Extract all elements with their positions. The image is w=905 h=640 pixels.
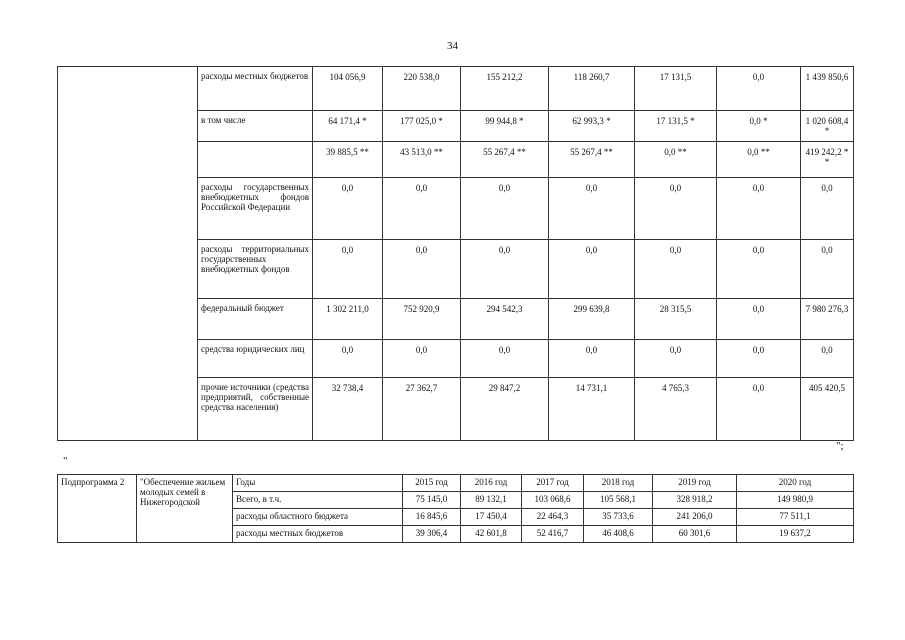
value-cell: 43 513,0 **	[383, 141, 461, 178]
value-cell: 104 056,9	[313, 67, 383, 111]
value-cell: 35 733,6	[584, 509, 653, 526]
value-cell: 105 568,1	[584, 492, 653, 509]
value-cell: 294 542,3	[461, 298, 549, 339]
value-cell: 55 267,4 **	[549, 141, 635, 178]
subprogram-title: "Обеспечение жильем молодых семей в Нижегородской	[137, 475, 233, 543]
value-cell: 0,0	[801, 339, 854, 377]
page-number: 34	[447, 40, 458, 52]
value-cell: 14 731,1	[549, 377, 635, 440]
subprogram-table	[57, 474, 854, 543]
value-cell: 0,0	[549, 239, 635, 298]
value-cell: 19 637,2	[737, 526, 854, 543]
row-label: расходы территориальных государственных внебюджетных фондов	[198, 239, 313, 298]
value-cell: 62 993,3 *	[549, 110, 635, 141]
value-cell: 0,0	[635, 239, 717, 298]
value-cell: 0,0	[383, 339, 461, 377]
value-cell: 17 450,4	[461, 509, 522, 526]
value-cell: 103 068,6	[522, 492, 584, 509]
value-cell: 46 408,6	[584, 526, 653, 543]
value-cell: 1 302 211,0	[313, 298, 383, 339]
value-cell: 0,0	[801, 239, 854, 298]
value-cell: 241 206,0	[653, 509, 737, 526]
value-cell: 1 020 608,4 *	[801, 110, 854, 141]
value-cell: 55 267,4 **	[461, 141, 549, 178]
value-cell: 39 306,4	[403, 526, 461, 543]
table-row	[58, 67, 854, 111]
value-cell: 1 439 850,6	[801, 67, 854, 111]
year-header: 2018 год	[584, 475, 653, 492]
value-cell: 0,0	[635, 178, 717, 239]
value-cell: 0,0	[313, 178, 383, 239]
value-cell: 405 420,5	[801, 377, 854, 440]
value-cell: 0,0	[383, 239, 461, 298]
value-cell: 0,0	[717, 298, 801, 339]
left-merged-cell	[58, 67, 198, 441]
value-cell: 32 738,4	[313, 377, 383, 440]
value-cell: 0,0	[313, 339, 383, 377]
value-cell: 28 315,5	[635, 298, 717, 339]
value-cell: 155 212,2	[461, 67, 549, 111]
header-label: Годы	[233, 475, 403, 492]
value-cell: 0,0	[461, 178, 549, 239]
value-cell: 0,0	[549, 339, 635, 377]
year-header: 2019 год	[653, 475, 737, 492]
value-cell: 42 601,8	[461, 526, 522, 543]
value-cell: 27 362,7	[383, 377, 461, 440]
row-label: средства юридических лиц	[198, 339, 313, 377]
value-cell: 77 511,1	[737, 509, 854, 526]
row-label: расходы местных бюджетов	[233, 526, 403, 543]
value-cell: 0,0	[717, 339, 801, 377]
value-cell: 0,0	[313, 239, 383, 298]
value-cell: 0,0 *	[717, 110, 801, 141]
row-label	[198, 141, 313, 178]
value-cell: 7 980 276,3	[801, 298, 854, 339]
value-cell: 17 131,5 *	[635, 110, 717, 141]
financing-table	[57, 66, 854, 441]
row-label: расходы областного бюджета	[233, 509, 403, 526]
value-cell: 60 301,6	[653, 526, 737, 543]
value-cell: 17 131,5	[635, 67, 717, 111]
value-cell: 299 639,8	[549, 298, 635, 339]
value-cell: 0,0 **	[717, 141, 801, 178]
year-header: 2015 год	[403, 475, 461, 492]
value-cell: 89 132,1	[461, 492, 522, 509]
value-cell: 75 145,0	[403, 492, 461, 509]
value-cell: 0,0	[801, 178, 854, 239]
value-cell: 4 765,3	[635, 377, 717, 440]
value-cell: 29 847,2	[461, 377, 549, 440]
row-label: федеральный бюджет	[198, 298, 313, 339]
value-cell: 220 538,0	[383, 67, 461, 111]
year-header: 2020 год	[737, 475, 854, 492]
value-cell: 0,0	[717, 67, 801, 111]
value-cell: 0,0	[717, 178, 801, 239]
value-cell: 16 845,6	[403, 509, 461, 526]
opening-quote: "	[63, 455, 68, 467]
value-cell: 52 416,7	[522, 526, 584, 543]
value-cell: 0,0	[461, 239, 549, 298]
value-cell: 39 885,5 **	[313, 141, 383, 178]
value-cell: 0,0	[383, 178, 461, 239]
value-cell: 0,0	[635, 339, 717, 377]
row-label: Всего, в т.ч.	[233, 492, 403, 509]
value-cell: 177 025,0 *	[383, 110, 461, 141]
value-cell: 22 464,3	[522, 509, 584, 526]
row-label: расходы местных бюджетов	[198, 67, 313, 111]
subprogram-number: Подпрограмма 2	[58, 475, 137, 543]
value-cell: 64 171,4 *	[313, 110, 383, 141]
closing-quote: ";	[836, 440, 844, 452]
year-header: 2016 год	[461, 475, 522, 492]
table-row	[58, 475, 854, 492]
value-cell: 99 944,8 *	[461, 110, 549, 141]
value-cell: 0,0 **	[635, 141, 717, 178]
year-header: 2017 год	[522, 475, 584, 492]
value-cell: 752 920,9	[383, 298, 461, 339]
value-cell: 0,0	[461, 339, 549, 377]
value-cell: 328 918,2	[653, 492, 737, 509]
row-label: расходы государственных внебюджетных фондов Российской Федерации	[198, 178, 313, 239]
value-cell: 419 242,2 **	[801, 141, 854, 178]
value-cell: 149 980,9	[737, 492, 854, 509]
row-label: в том числе	[198, 110, 313, 141]
value-cell: 0,0	[717, 377, 801, 440]
value-cell: 118 260,7	[549, 67, 635, 111]
value-cell: 0,0	[549, 178, 635, 239]
row-label: прочие источники (средства предприятий, собственные средства населения)	[198, 377, 313, 440]
value-cell: 0,0	[717, 239, 801, 298]
